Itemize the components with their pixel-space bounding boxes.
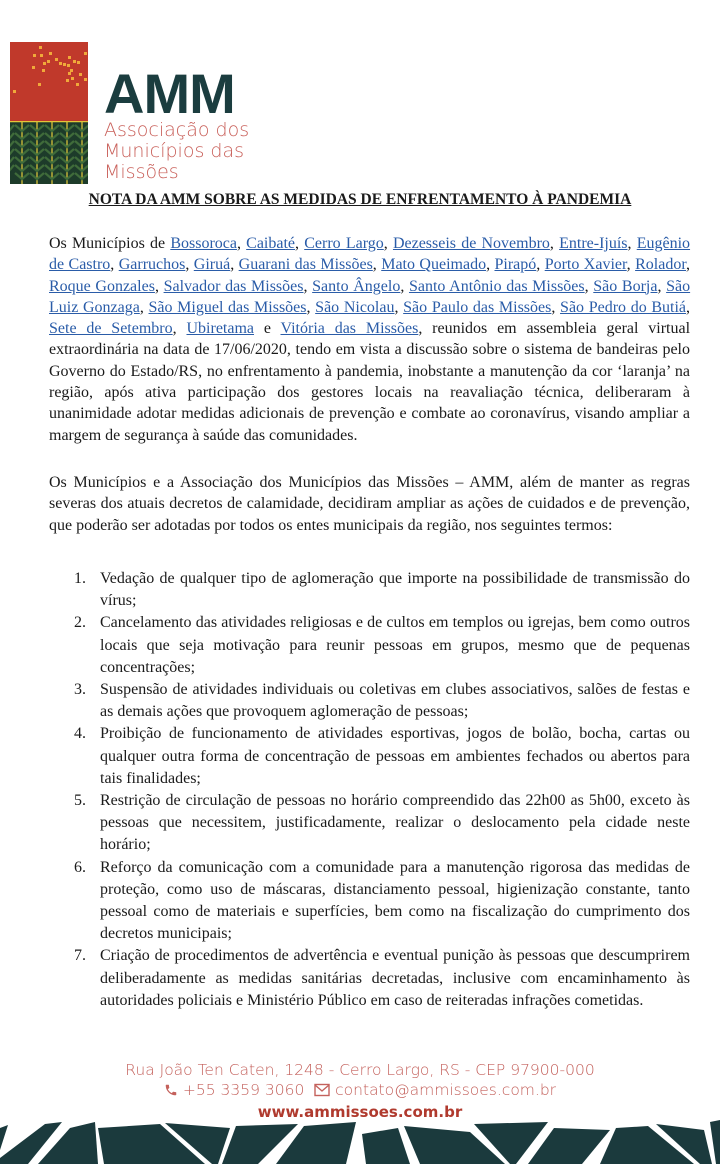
municipality-link[interactable]: Guarani das Missões (238, 256, 373, 274)
logo-acronym: AMM (104, 62, 235, 125)
intro-paragraph: Os Municípios de Bossoroca, Caibaté, Cerro Largo, Dezesseis de Novembro, Entre-Ijuís, Eugênio de Castro, Garruchos, Giruá, Guarani das Missões, Mato Queimado, Pirapó, Porto Xavier, Rolador, Roque Gonzales, Salvador das Missões, Santo Ângelo, Santo Antônio das Missões, São Borja, São Luiz Gonzaga, São Miguel das Missões, São Nicolau, São Paulo das Missões, São Pedro do Butiá, Sete de Setembro, Ubiretama e Vitória das Missões, reunidos em assembleia geral virtual extraordinária na data de 17/06/2020, tendo em vista a discussão sobre o sistema de bandeiras pelo Governo do Estado/RS, no enfrentamento à pandemia, inobstante a manutenção da cor ‘laranja’ na região, após ativa participação dos gestores locais na reavaliação técnica, deliberaram à unanimidade adotar medidas adicionais de prevenção e combate ao coronavírus, visando ampliar a margem de segurança à saúde das comunidades. (49, 235, 691, 444)
municipality-link[interactable]: Vitória das Missões (280, 320, 419, 338)
measures-list (74, 568, 690, 1012)
measure-item (74, 945, 690, 1012)
municipality-link[interactable]: São Pedro do Butiá (560, 298, 687, 316)
municipality-link[interactable]: Giruá (193, 256, 231, 274)
municipality-link[interactable]: São Luiz Gonzaga (49, 277, 691, 316)
footer-contact (0, 1080, 720, 1102)
decorative-band (0, 1120, 720, 1164)
municipality-link[interactable]: Rolador (635, 256, 686, 274)
municipality-link[interactable]: Sete de Setembro (49, 320, 173, 338)
measure-number: 3. (74, 681, 86, 699)
municipality-link[interactable]: Porto Xavier (544, 256, 627, 274)
municipality-link[interactable]: Ubiretama (186, 320, 255, 338)
measure-item (74, 612, 690, 679)
measure-text: Criação de procedimentos de advertência e eventual punição às pessoas que descumprirem deliberadamente as medidas sanitárias decretadas, inclusive com encaminhamento às autoridades policiais e Ministério Público em caso de reiteradas infrações cometidas. (100, 947, 690, 1009)
decision-paragraph: Os Municípios e a Associação dos Municípios das Missões – AMM, além de manter as regras severas dos atuais decretos de calamidade, decidiram ampliar as ações de cuidados e de prevenção, que poderão ser adotadas por todos os entes municipais da região, nos seguintes termos: (49, 474, 690, 534)
measure-item (74, 857, 690, 946)
amm-wordmark (104, 62, 250, 183)
logo-name-line: Associação dos (104, 119, 250, 141)
logo-name-line: Missões (104, 161, 179, 183)
amm-logo (10, 42, 88, 184)
municipality-link[interactable]: São Paulo das Missões (403, 298, 552, 316)
measure-number: 2. (74, 614, 86, 632)
measure-number: 1. (74, 570, 86, 587)
wheat-field-icon (10, 121, 88, 184)
footer-website[interactable]: www.ammissoes.com.br (257, 1103, 463, 1121)
municipality-link[interactable]: Salvador das Missões (163, 277, 304, 295)
measure-number: 7. (74, 947, 86, 965)
stars-icon (10, 42, 88, 121)
municipality-link[interactable]: Dezesseis de Novembro (392, 235, 550, 252)
footer-phone[interactable]: +55 3359 3060 (182, 1081, 305, 1099)
measure-item (74, 679, 690, 723)
municipality-link[interactable]: Entre-Ijuís (559, 235, 628, 252)
municipality-link[interactable]: Bossoroca (170, 235, 237, 252)
footer-address: Rua João Ten Caten, 1248 - Cerro Largo, RS - CEP 97900-000 (125, 1061, 595, 1079)
logo-green-panel (10, 121, 88, 184)
municipality-link[interactable]: Caibaté (246, 235, 296, 252)
measure-item (74, 723, 690, 790)
municipality-link[interactable]: Mato Queimado (381, 256, 487, 274)
measure-text: Restrição de circulação de pessoas no horário compreendido das 22h00 as 5h00, exceto às pessoas que necessitem, justificadamente, realizar o deslocamento pela cidade neste horário; (100, 792, 690, 854)
intro-suffix: , reunidos em assembleia geral virtual extraordinária na data de 17/06/2020, tendo em vista a discussão sobre o sistema de bandeiras pelo Governo do Estado/RS, no enfrentamento à pandemia, inobstante a manutenção da cor ‘laranja’ na região, após ativa participação dos gestores locais na reavaliação técnica, deliberaram à unanimidade adotar medidas adicionais de prevenção e combate ao coronavírus, visando ampliar a margem de segurança à saúde das comunidades. (49, 320, 691, 444)
municipality-link[interactable]: São Borja (593, 277, 658, 295)
logo-name-line: Municípios das (104, 140, 244, 162)
municipality-link[interactable]: Pirapó (494, 256, 537, 274)
logo-red-panel (10, 42, 88, 121)
municipality-link[interactable]: Garruchos (118, 256, 186, 274)
municipality-link[interactable]: São Nicolau (315, 298, 395, 316)
measure-number: 5. (74, 792, 86, 810)
municipality-link[interactable]: Roque Gonzales (49, 277, 155, 295)
footer-email[interactable]: contato@ammissoes.com.br (335, 1081, 557, 1099)
measure-text: Suspensão de atividades individuais ou coletivas em clubes associativos, salões de festas e as demais ações que provoquem aglomeração de pessoas; (100, 681, 690, 721)
municipality-link[interactable]: Cerro Largo (304, 235, 384, 252)
municipality-link[interactable]: Santo Antônio das Missões (408, 277, 585, 295)
municipality-link[interactable]: São Miguel das Missões (148, 298, 307, 316)
phone-icon (164, 1082, 178, 1102)
measure-item (74, 568, 690, 612)
intro-conjunction: e (254, 320, 281, 338)
logo-full-name (104, 120, 249, 183)
measure-text: Reforço da comunicação com a comunidade para a manutenção rigorosa das medidas de proteção, como uso de máscaras, distanciamento pessoal, higienização constante, tanto pessoal como de materiais e superfícies, bem como na fiscalização do cumprimento dos decretos municipais; (100, 858, 690, 943)
measure-number: 6. (74, 858, 86, 876)
measure-number: 4. (74, 725, 86, 743)
measure-text: Proibição de funcionamento de atividades esportivas, jogos de bolão, bocha, cartas ou qualquer outra forma de concentração de pessoas em ambientes fechados ou abertos para tais finalidades; (100, 725, 690, 787)
measure-text: Vedação de qualquer tipo de aglomeração que importe na possibilidade de transmissão do vírus; (100, 570, 690, 610)
footer (0, 1060, 720, 1122)
municipality-link[interactable]: Eugênio de Castro (49, 235, 691, 274)
document-title: NOTA DA AMM SOBRE AS MEDIDAS DE ENFRENTAMENTO À PANDEMIA (88, 191, 632, 208)
measure-item (74, 790, 690, 857)
envelope-icon (314, 1082, 330, 1102)
intro-prefix: Os Municípios de (49, 235, 171, 252)
measure-text: Cancelamento das atividades religiosas e de cultos em templos ou igrejas, bem como outros locais que seja motivação para reunir pessoas em grupos, mesmo que de pequenas concentrações; (100, 614, 690, 676)
municipality-link[interactable]: Santo Ângelo (312, 277, 401, 295)
